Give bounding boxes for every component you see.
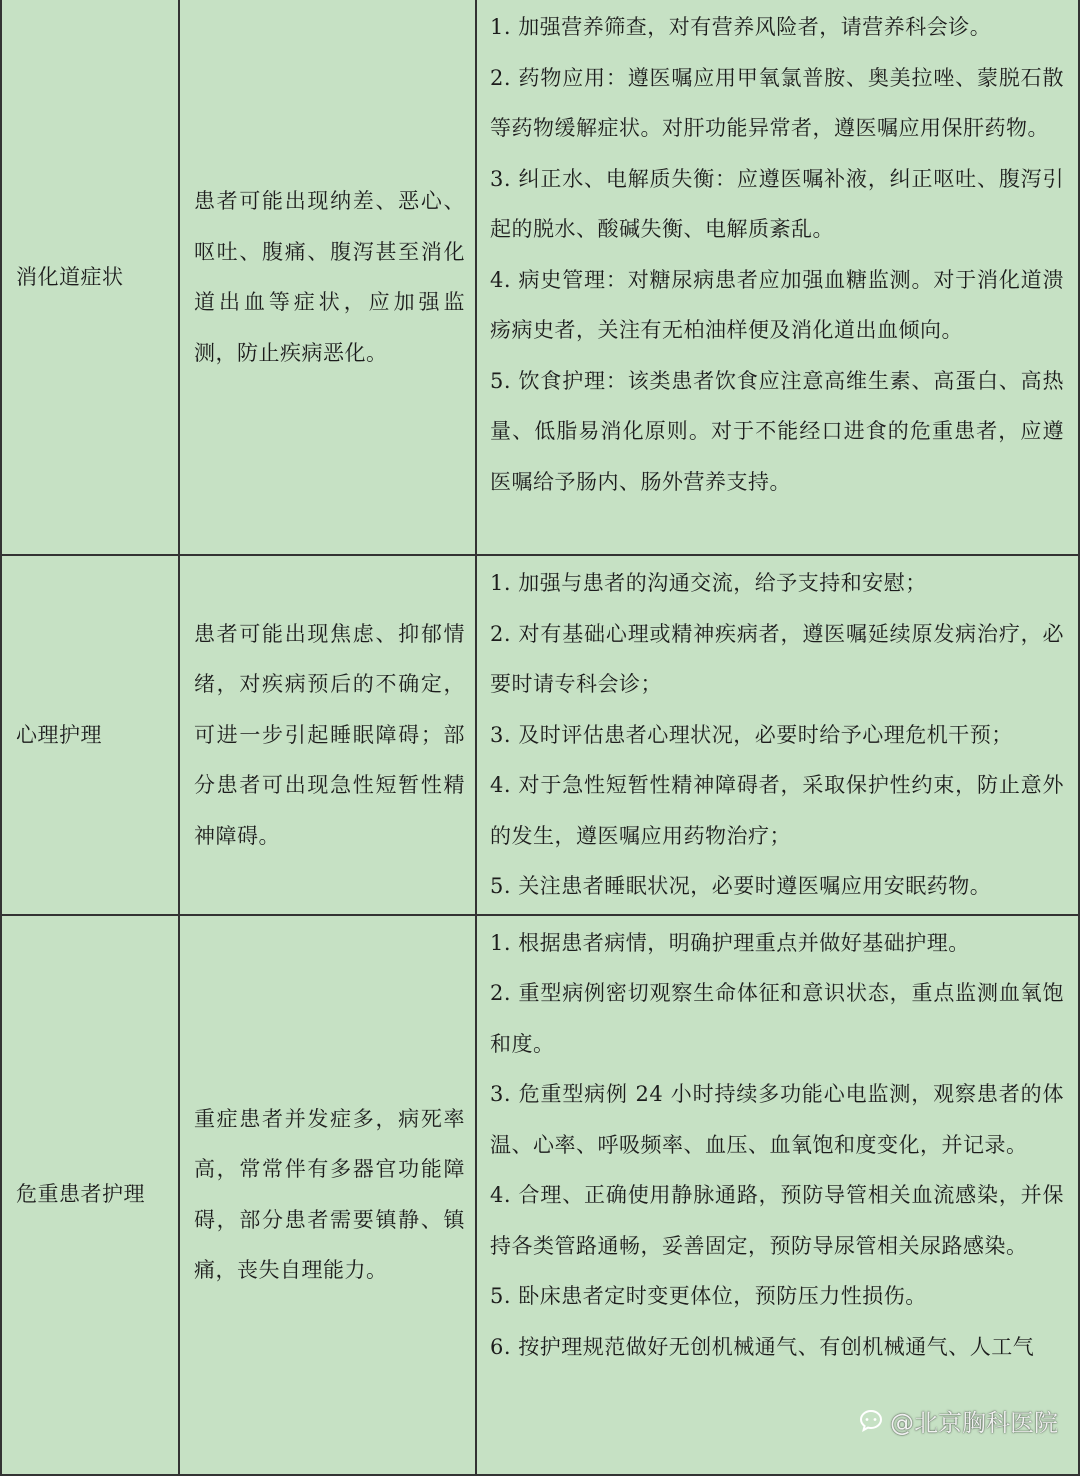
measures-cell xyxy=(476,555,1079,915)
measures-cell xyxy=(476,915,1079,1475)
measure-item: 4. 病史管理：对糖尿病患者应加强血糖监测。对于消化道溃疡病史者，关注有无柏油样便及消化道出血倾向。 xyxy=(490,267,1064,342)
measure-item: 1. 加强与患者的沟通交流，给予支持和安慰； xyxy=(490,571,927,595)
measure-item: 3. 危重型病例 24 小时持续多功能心电监测，观察患者的体温、心率、呼吸频率、血压、血氧饱和度变化，并记录。 xyxy=(490,1082,1064,1157)
category-cell: 危重患者护理 xyxy=(1,915,179,1475)
measure-item: 1. 根据患者病情，明确护理重点并做好基础护理。 xyxy=(490,930,970,955)
measure-item: 4. 合理、正确使用静脉通路，预防导管相关血流感染，并保持各类管路通畅，妥善固定，预防导尿管相关尿路感染。 xyxy=(490,1183,1064,1258)
table-row xyxy=(1,555,1079,915)
table-row xyxy=(1,0,1079,555)
measure-item: 4. 对于急性短暂性精神障碍者，采取保护性约束，防止意外的发生，遵医嘱应用药物治疗； xyxy=(490,773,1064,848)
measure-item: 6. 按护理规范做好无创机械通气、有创机械通气、人工气 xyxy=(490,1334,1035,1359)
measure-item: 5. 关注患者睡眠状况，必要时遵医嘱应用安眠药物。 xyxy=(490,874,992,898)
measure-item: 3. 及时评估患者心理状况，必要时给予心理危机干预； xyxy=(490,722,1013,747)
category-cell: 消化道症状 xyxy=(1,0,179,555)
measure-item: 3. 纠正水、电解质失衡：应遵医嘱补液，纠正呕吐、腹泻引起的脱水、酸碱失衡、电解质紊乱。 xyxy=(490,166,1064,241)
measure-item: 2. 重型病例密切观察生命体征和意识状态，重点监测血氧饱和度。 xyxy=(490,981,1064,1056)
description-cell: 患者可能出现焦虑、抑郁情绪，对疾病预后的不确定，可进一步引起睡眠障碍；部分患者可出现急性短暂性精神障碍。 xyxy=(179,555,476,915)
measure-item: 5. 卧床患者定时变更体位，预防压力性损伤。 xyxy=(490,1284,927,1308)
watermark-text: @北京胸科医院 xyxy=(890,1409,1058,1437)
category-cell: 心理护理 xyxy=(1,555,179,915)
measure-item: 2. 对有基础心理或精神疾病者，遵医嘱延续原发病治疗，必要时请专科会诊； xyxy=(490,621,1064,696)
description-cell: 重症患者并发症多，病死率高，常常伴有多器官功能障碍，部分患者需要镇静、镇痛，丧失自理能力。 xyxy=(179,915,476,1475)
measure-item: 1. 加强营养筛查，对有营养风险者，请营养科会诊。 xyxy=(490,15,992,39)
measure-item: 5. 饮食护理：该类患者饮食应注意高维生素、高蛋白、高热量、低脂易消化原则。对于不能经口进食的危重患者，应遵医嘱给予肠内、肠外营养支持。 xyxy=(490,368,1064,494)
description-cell: 患者可能出现纳差、恶心、呕吐、腹痛、腹泻甚至消化道出血等症状，应加强监测，防止疾病恶化。 xyxy=(179,0,476,555)
measures-cell xyxy=(476,0,1079,555)
table-row xyxy=(1,915,1079,1475)
measure-item: 2. 药物应用：遵医嘱应用甲氧氯普胺、奥美拉唑、蒙脱石散等药物缓解症状。对肝功能异常者，遵医嘱应用保肝药物。 xyxy=(490,65,1064,140)
